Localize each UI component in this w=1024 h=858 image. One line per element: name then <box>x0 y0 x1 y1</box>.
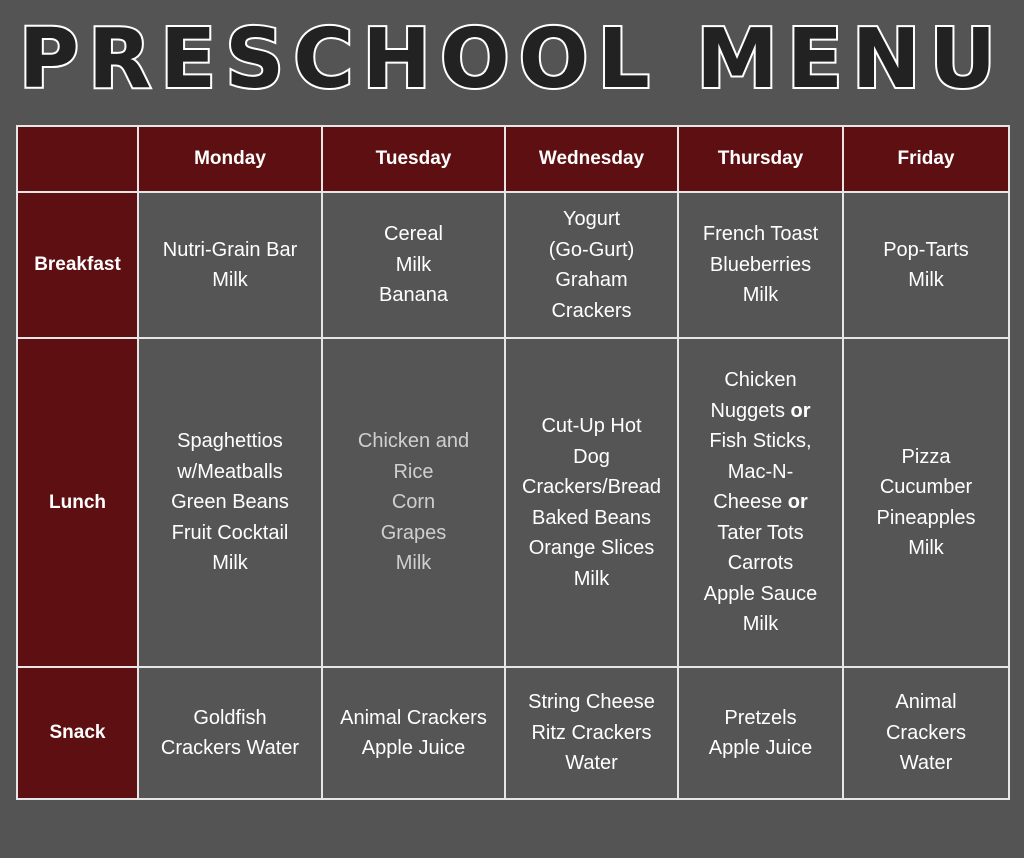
day-header-monday: Monday <box>138 126 322 192</box>
menu-item-line <box>683 579 838 610</box>
menu-item-line <box>510 687 673 718</box>
menu-cell-snack-friday <box>843 667 1009 799</box>
menu-item-text: Carrots <box>727 552 794 575</box>
menu-item-line <box>848 472 1004 503</box>
menu-cell-breakfast-thursday <box>678 192 843 338</box>
menu-item-line <box>510 503 673 534</box>
menu-item-text: Crackers Water <box>160 737 300 759</box>
menu-item-line <box>683 733 838 764</box>
menu-item-line <box>143 487 317 518</box>
menu-item-line <box>327 250 500 281</box>
menu-cell-breakfast-tuesday <box>322 192 505 338</box>
menu-item-line <box>848 442 1004 473</box>
menu-item-text: Fish Sticks, <box>709 430 812 453</box>
day-header-wednesday: Wednesday <box>505 126 678 192</box>
menu-item-line <box>683 703 838 734</box>
menu-item-line <box>143 265 317 296</box>
menu-item-line <box>510 442 673 473</box>
menu-item-text: Orange Slices <box>528 537 655 559</box>
menu-item-line <box>327 703 500 734</box>
menu-item-line <box>510 472 673 503</box>
menu-cell-breakfast-friday <box>843 192 1009 338</box>
menu-item-text: Pretzels <box>724 706 797 729</box>
menu-item-line <box>510 411 673 442</box>
menu-item-text: Rice <box>393 460 434 483</box>
menu-item-text: Milk <box>742 284 779 307</box>
menu-item-text: String Cheese <box>528 691 655 714</box>
menu-item-line <box>143 457 317 488</box>
menu-item-line <box>510 265 673 296</box>
menu-item-text: Pop-Tarts <box>883 238 969 261</box>
menu-cell-lunch-friday <box>843 338 1009 667</box>
menu-cell-breakfast-wednesday <box>505 192 678 338</box>
meal-row-breakfast <box>17 192 1009 338</box>
menu-item-line <box>683 250 838 281</box>
menu-item-text: Animal <box>895 691 957 714</box>
menu-item-line <box>143 548 317 579</box>
menu-item-line <box>683 396 838 427</box>
menu-item-line <box>683 548 838 579</box>
menu-item-line <box>683 219 838 250</box>
menu-item-line <box>848 265 1004 296</box>
day-header-thursday: Thursday <box>678 126 843 192</box>
menu-item-text: Apple Sauce <box>703 582 818 605</box>
menu-item-line <box>683 457 838 488</box>
menu-item-line <box>848 687 1004 718</box>
menu-item-line <box>848 503 1004 534</box>
menu-item-text: Spaghettios <box>177 430 283 453</box>
menu-item-text: Cucumber <box>879 476 973 498</box>
menu-item-line <box>327 733 500 764</box>
menu-item-text: Banana <box>379 284 448 307</box>
menu-item-text: Milk <box>395 552 432 575</box>
menu-item-line <box>683 518 838 549</box>
menu-cell-snack-wednesday <box>505 667 678 799</box>
day-header-friday: Friday <box>843 126 1009 192</box>
menu-item-text: Water <box>565 752 618 775</box>
menu-item-line <box>510 204 673 235</box>
menu-item-line <box>327 280 500 311</box>
menu-item-line <box>848 748 1004 779</box>
menu-cell-lunch-thursday <box>678 338 843 667</box>
menu-item-text: Chicken and <box>357 430 470 453</box>
menu-item-line <box>683 365 838 396</box>
menu-item-text: Animal Crackers <box>340 706 487 729</box>
menu-item-text: Pizza <box>901 445 951 468</box>
menu-item-text: Crackers/Bread <box>522 476 661 498</box>
menu-item-text: Pineapples <box>876 506 976 529</box>
menu-item-text: Cereal <box>384 223 443 246</box>
menu-item-text: Milk <box>212 269 248 291</box>
menu-item-text: Nutri-Grain Bar <box>162 238 298 261</box>
menu-item-line <box>510 296 673 327</box>
menu-item-line <box>143 703 317 734</box>
menu-item-text: Cut-Up Hot <box>541 415 642 437</box>
day-header-tuesday: Tuesday <box>322 126 505 192</box>
menu-item-text: Graham <box>555 269 628 291</box>
menu-item-text: (Go-Gurt) <box>548 238 635 261</box>
menu-item-line <box>848 533 1004 564</box>
menu-item-text: Tater Tots <box>717 521 804 544</box>
menu-item-line <box>683 609 838 640</box>
menu-item-line <box>143 733 317 764</box>
menu-item-text: Corn <box>391 491 436 514</box>
menu-item-text: Yogurt <box>562 208 621 230</box>
menu-item-text: Milk <box>573 567 610 590</box>
menu-item-text: Milk <box>395 253 432 276</box>
menu-cell-snack-monday <box>138 667 322 799</box>
menu-cell-lunch-wednesday <box>505 338 678 667</box>
menu-item-line <box>510 235 673 266</box>
menu-item-text: Milk <box>908 537 944 559</box>
menu-item-text: French Toast <box>702 223 819 246</box>
meal-row-snack <box>17 667 1009 799</box>
menu-item-text: Apple Juice <box>708 737 813 759</box>
menu-item-text: Ritz Crackers <box>531 721 652 744</box>
header-row <box>17 126 1009 192</box>
or-connector: or <box>787 491 808 514</box>
menu-item-line <box>510 564 673 595</box>
menu-item-text: w/Meatballs <box>177 460 283 483</box>
menu-item-line <box>327 219 500 250</box>
menu-item-line <box>683 426 838 457</box>
menu-item-line <box>683 280 838 311</box>
or-connector: or <box>790 399 811 422</box>
menu-item-text: Milk <box>742 613 779 636</box>
menu-item-text: Milk <box>212 552 248 575</box>
menu-item-line <box>143 235 317 266</box>
meal-label-breakfast: Breakfast <box>17 192 138 338</box>
menu-item-line <box>683 487 838 518</box>
menu-item-text: Nuggets <box>710 399 791 422</box>
menu-item-text: Baked Beans <box>532 506 651 529</box>
menu-item-line <box>327 426 500 457</box>
menu-item-line <box>327 487 500 518</box>
meal-row-lunch <box>17 338 1009 667</box>
menu-item-text: Cheese <box>713 491 788 514</box>
menu-item-line <box>143 518 317 549</box>
menu-item-text: Fruit Cocktail <box>171 521 289 544</box>
menu-item-text: Goldfish <box>193 706 267 729</box>
menu-item-text: Mac-N- <box>727 460 794 483</box>
menu-cell-snack-thursday <box>678 667 843 799</box>
meal-label-lunch: Lunch <box>17 338 138 667</box>
menu-item-text: Water <box>899 752 953 775</box>
menu-item-line <box>510 533 673 564</box>
menu-item-line <box>510 748 673 779</box>
menu-item-line <box>327 548 500 579</box>
menu-item-text: Grapes <box>380 521 447 544</box>
menu-item-line <box>327 457 500 488</box>
menu-item-text: Dog <box>573 445 610 468</box>
menu-item-text: Milk <box>908 269 944 291</box>
menu-item-text: Chicken <box>724 369 797 392</box>
menu-item-text: Apple Juice <box>361 737 466 759</box>
menu-cell-breakfast-monday <box>138 192 322 338</box>
menu-cell-lunch-tuesday <box>322 338 505 667</box>
menu-item-line <box>848 235 1004 266</box>
menu-table <box>16 125 1010 800</box>
menu-item-text: Crackers <box>551 299 632 322</box>
menu-item-line <box>510 718 673 749</box>
page-title: PRESCHOOL MENU <box>18 12 1006 107</box>
menu-cell-lunch-monday <box>138 338 322 667</box>
menu-item-text: Green Beans <box>171 491 289 514</box>
menu-item-text: Crackers <box>885 721 966 744</box>
corner-cell <box>17 126 138 192</box>
meal-label-snack: Snack <box>17 667 138 799</box>
menu-item-text: Blueberries <box>709 253 812 276</box>
menu-item-line <box>327 518 500 549</box>
menu-cell-snack-tuesday <box>322 667 505 799</box>
menu-item-line <box>848 718 1004 749</box>
menu-item-line <box>143 426 317 457</box>
